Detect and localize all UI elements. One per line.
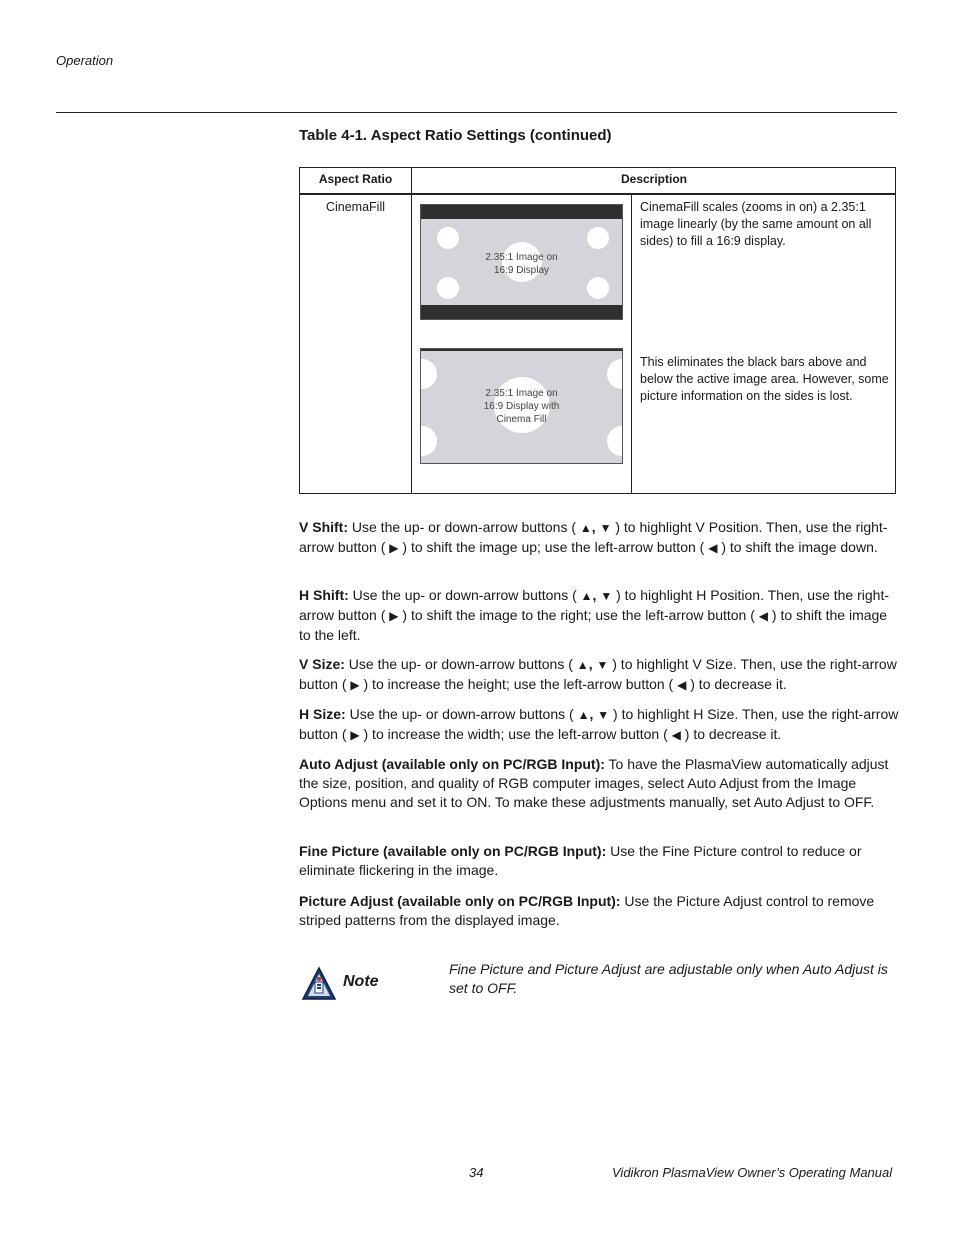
- right-arrow-icon: ▶: [389, 541, 399, 555]
- right-arrow-icon: ▶: [350, 678, 360, 692]
- diagram-label: [421, 251, 622, 277]
- text: ) to decrease it.: [680, 726, 782, 742]
- corner-circle: [607, 426, 623, 456]
- comma: ,: [588, 656, 593, 672]
- paragraph-fine-picture: [299, 842, 899, 880]
- up-arrow-icon: ▲: [576, 658, 589, 672]
- table-title: Table 4-1. Aspect Ratio Settings (continued): [299, 127, 612, 144]
- text: ) to highlight H Position. Then, use the right-arrow button (: [299, 587, 889, 623]
- text: ) to shift the image up; use the left-arrow button (: [398, 539, 709, 555]
- label-line: 2.35:1 Image on: [485, 252, 558, 263]
- description-scaling: CinemaFill scales (zooms in on) a 2.35:1 image linearly (by the same amount on all sides) to fill a 16:9 display.: [640, 200, 872, 248]
- paragraph-h-shift: [299, 586, 899, 645]
- label: H Shift:: [299, 587, 349, 603]
- aspect-ratio-table: [299, 167, 896, 494]
- black-bar-bottom: [421, 305, 622, 319]
- text: ) to highlight V Size. Then, use the right-arrow button (: [299, 656, 897, 692]
- corner-circle: [437, 227, 459, 249]
- down-arrow-icon: ▼: [596, 658, 609, 672]
- diagram-label: [421, 387, 622, 426]
- down-arrow-icon: ▼: [597, 708, 610, 722]
- header-rule: [300, 193, 895, 195]
- corner-circle: [420, 359, 437, 389]
- aspect-cinemafill: CinemaFill: [325, 200, 386, 214]
- up-arrow-icon: ▲: [580, 589, 593, 603]
- note-text: Fine Picture and Picture Adjust are adjustable only when Auto Adjust is set to OFF.: [449, 961, 888, 996]
- text: Use the Fine Picture control to reduce or eliminate flickering in the image.: [299, 843, 862, 878]
- label-line: 16:9 Display with: [483, 401, 560, 412]
- column-divider: [631, 195, 632, 493]
- cinemafill-diagram: [420, 348, 623, 464]
- down-arrow-icon: ▼: [600, 589, 613, 603]
- paragraph-picture-adjust: [299, 892, 899, 930]
- text: ) to highlight H Size. Then, use the right-arrow button (: [299, 706, 899, 742]
- corner-circle: [587, 277, 609, 299]
- thin-top-bar: [421, 349, 622, 351]
- label-line: 16:9 Display: [493, 265, 550, 276]
- text: Use the up- or down-arrow buttons (: [344, 656, 577, 672]
- text: Use the Picture Adjust control to remove striped patterns from the displayed image.: [299, 893, 875, 928]
- up-arrow-icon: ▲: [577, 708, 590, 722]
- comma: ,: [592, 587, 597, 603]
- up-arrow-icon: ▲: [579, 521, 592, 535]
- text: ) to increase the height; use the left-arrow button (: [359, 676, 678, 692]
- black-bar-top: [421, 205, 622, 219]
- paragraph-v-shift: [299, 518, 899, 558]
- column-header-description: Description: [620, 172, 687, 186]
- right-arrow-icon: ▶: [389, 609, 399, 623]
- text: To have the PlasmaView automatically adjust the size, position, and quality of RGB computer images, select Auto Adjust from the Image Options menu and set it to ON. To make these adjustments manually, set Auto Adjust to OFF.: [299, 756, 889, 810]
- paragraph-h-size: [299, 705, 899, 745]
- label: Auto Adjust (available only on PC/RGB Input):: [299, 756, 605, 772]
- corner-circle: [587, 227, 609, 249]
- manual-title: Vidikron PlasmaView Owner’s Operating Manual: [612, 1165, 893, 1180]
- label: V Size:: [299, 656, 345, 672]
- text: ) to shift the image to the left.: [299, 607, 888, 643]
- corner-circle: [420, 426, 437, 456]
- left-arrow-icon: ◀: [677, 678, 687, 692]
- note-label: Note: [343, 973, 379, 990]
- text: Use the up- or down-arrow buttons (: [348, 519, 580, 535]
- text: ) to highlight V Position. Then, use the right-arrow button (: [299, 519, 888, 555]
- comma: ,: [589, 706, 594, 722]
- down-arrow-icon: ▼: [599, 521, 612, 535]
- text: Use the up- or down-arrow buttons (: [348, 587, 581, 603]
- column-divider: [411, 168, 412, 493]
- label: Picture Adjust (available only on PC/RGB Input):: [299, 893, 621, 909]
- paragraph-auto-adjust: [299, 755, 899, 812]
- left-arrow-icon: ◀: [708, 541, 718, 555]
- text: ) to decrease it.: [686, 676, 787, 692]
- label: H Size:: [299, 706, 346, 722]
- corner-circle: [437, 277, 459, 299]
- label-line: Cinema Fill: [496, 414, 547, 425]
- left-arrow-icon: ◀: [758, 609, 769, 623]
- text: ) to increase the width; use the left-arrow button (: [359, 726, 672, 742]
- page-number: 34: [469, 1165, 484, 1180]
- right-arrow-icon: ▶: [350, 728, 360, 742]
- note-warning-icon: [301, 966, 337, 1002]
- column-header-aspect-ratio: Aspect Ratio: [318, 172, 393, 186]
- letterbox-diagram: [420, 204, 623, 320]
- text: Use the up- or down-arrow buttons (: [345, 706, 578, 722]
- text: ) to shift the image to the right; use the left-arrow button (: [398, 607, 759, 623]
- text: ) to shift the image down.: [717, 539, 878, 555]
- left-arrow-icon: ◀: [671, 728, 681, 742]
- running-header: Operation: [56, 53, 114, 68]
- comma: ,: [591, 519, 596, 535]
- label: Fine Picture (available only on PC/RGB Input):: [299, 843, 607, 859]
- description-bars: This eliminates the black bars above and below the active image area. However, some picture information on the sides is lost.: [640, 355, 889, 403]
- label-line: 2.35:1 Image on: [485, 388, 558, 399]
- label: V Shift:: [299, 519, 348, 535]
- header-rule: [56, 112, 897, 113]
- paragraph-v-size: [299, 655, 899, 695]
- corner-circle: [607, 359, 623, 389]
